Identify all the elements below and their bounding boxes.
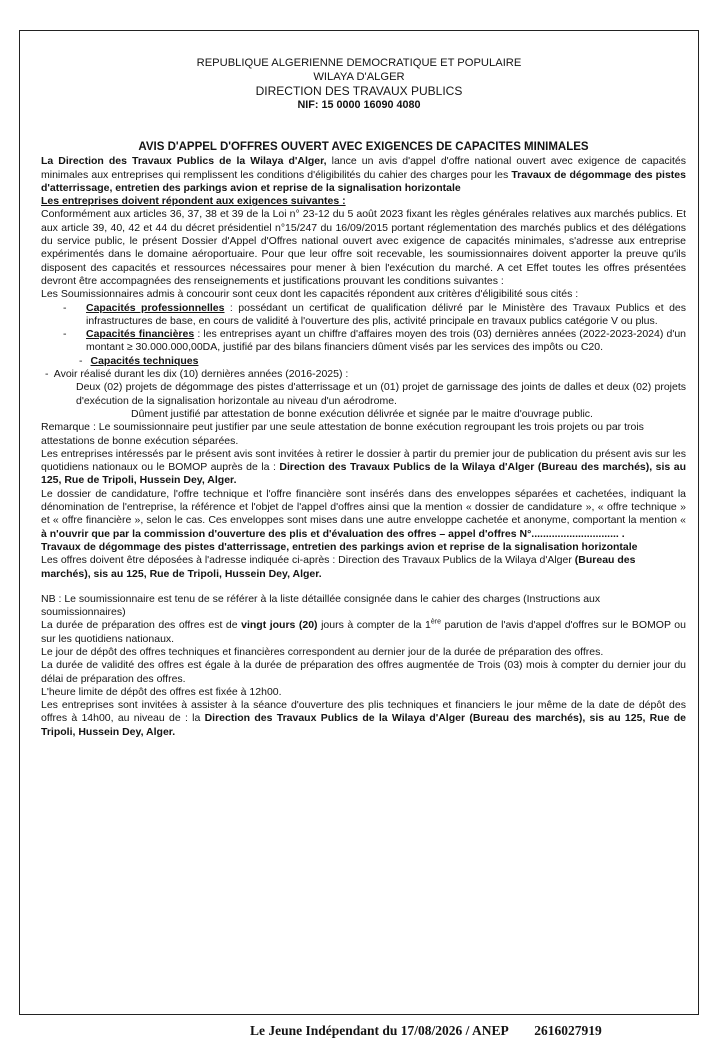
notice-header [19,56,699,112]
deposit-paragraph [41,554,686,581]
duration-text-b: jours à compter de la 1 [317,619,431,632]
remark: Remarque : Le soumissionnaire peut justifier par une seule attestation de bonne exécution regroupant les trois projets ou par trois attestations de bonne exécution séparées. [41,421,644,447]
opening-address: Direction des Travaux Publics de la Wilaya d'Alger (Bureau des marchés), sis au 125, Rue de Tripoli, Hussein Dey, Alger. [41,712,686,738]
admitted-line: Les Soumissionnaires admis à concourir sont ceux dont les capacités répondent aux critères d'éligibilité sous cités : [41,288,579,301]
intro-lead: La Direction des Travaux Publics de la Wilaya d'Alger, [41,155,327,168]
duration-paragraph [41,619,686,646]
header-wilaya: WILAYA D'ALGER [313,71,405,83]
publication-footer [250,1023,700,1039]
envelope-paragraph [41,488,686,541]
works-title: Travaux de dégommage des pistes d'atterrissage, entretien des parkings avion et reprise de la signalisation horizontale [41,540,638,553]
envelope-text: Le dossier de candidature, l'offre technique et l'offre financière sont insérés dans des enveloppes séparées et cachetées, indiquant la dénomination de l'entreprise, la référence et l'objet de l'appel d'offres ainsi que la mention « dossier de candidature », « offre technique » et « offre financière », selon le cas. Ces enveloppes sont mises dans une autre enveloppe cachetée et anonyme, comportant la mention « [41,487,686,527]
header-direction: DIRECTION DES TRAVAUX PUBLICS [255,84,463,98]
intro-paragraph [41,155,686,195]
technical-period-text: Avoir réalisé durant les dix (10) dernières années (2016-2025) : [53,368,349,381]
criteria-financial: - Capacités financières : les entreprises ayant un chiffre d'affaires moyen des trois (03) dernières années (2022-2023-2024) d'un montant ≥ 30.000.000,00DA, justifié par des bilans financiers dûment visés par les services des impôts ou C20. [63,328,687,354]
criteria-list [41,302,686,355]
envelope-mention: à n'ouvrir que par la commission d'ouverture des plis et d'évaluation des offres – appel d'offres N°.............................. . [41,527,625,540]
opening-paragraph [41,699,686,739]
publication-reference: 2616027919 [534,1023,602,1038]
criteria-financial-text: : les entreprises ayant un chiffre d'affaires moyen des trois (03) dernières années (2022-2023-2024) d'un montant ≥ 30.000.000,00DA, justifié par des bilans financiers dûment visés par les services des impôts ou C20. [86,328,687,354]
duration-sup: ère [430,618,441,626]
deposit-day-paragraph: Le jour de dépôt des offres techniques et financières correspondent au dernier jour de la durée de préparation des offres. [41,645,604,658]
withdraw-address: Direction des Travaux Publics de la Wilaya d'Alger (Bureau des marchés), sis au 125, Rue de Tripoli, Hussein Dey, Alger. [41,461,686,487]
intro-works: Travaux de dégommage des pistes d'atterrissage, entretien des parkings avion et reprise de la signalisation horizontale [41,168,686,194]
header-republic: REPUBLIQUE ALGERIENNE DEMOCRATIQUE ET POPULAIRE [196,57,522,69]
notice-body [41,141,686,739]
intro-rest: lance un avis d'appel d'offre national ouvert avec exigence de capacités minimales aux entreprises qui remplissent les conditions d'éligibilités du cahier des charges pour les [41,155,686,181]
publication-source: Le Jeune Indépendant du 17/08/2026 / ANEP [250,1023,509,1038]
technical-justification: Dûment justifié par attestation de bonne exécution délivrée et signée par le maitre d'ouvrage public. [131,407,593,420]
opening-text: Les entreprises sont invitées à assister à la séance d'ouverture des plis techniques et financiers le jour même de la date de dépôt des offres à 14h00, au niveau de : la [41,699,686,725]
requirements-heading: Les entreprises doivent répondent aux exigences suivantes : [41,195,346,208]
criteria-professional: - Capacités professionnelles : possédant un certificat de qualification délivré par le Ministère des Travaux Publics et des infrastructures de base, en cours de validité à l'ouverture des plis, activité principale en travaux publics catégorie V ou plus. [63,301,687,327]
technical-period: - Avoir réalisé durant les dix (10) dernières années (2016-2025) : [45,368,349,381]
criteria-technical-label: Capacités techniques [90,354,199,367]
withdraw-paragraph [41,448,686,488]
duration-text-a: La durée de préparation des offres est de [41,619,242,632]
deposit-address: (Bureau des marchés), sis au 125, Rue de Tripoli, Hussein Dey, Alger. [41,554,636,580]
criteria-professional-label: Capacités professionnelles [86,301,225,314]
criteria-professional-text: : possédant un certificat de qualification délivré par le Ministère des Travaux Publics et des infrastructures de base, en cours de validité à l'ouverture des plis, activité principale en travaux publics catégorie V ou plus. [86,301,687,327]
requirements-paragraph: Conformément aux articles 36, 37, 38 et 39 de la Loi n° 23-12 du 5 août 2023 fixant les règles générales relatives aux marchés publics. Et aux article 39, 40, 42 et 44 du décret présidentiel n°15/247 du 16/09/2015 portant réglementation des marchés publics et des délégations du service public, le présent Dossier d'Appel d'Offres national ouvert avec exigence de capacités minimales, s'adresse aux entreprise expérimentés dans le domaine aéroportuaire. Pour que leur offre soit recevable, les soumissionnaires doivent apporter la preuve qu'ils disposent des capacités et ressources nécessaires pour mener à bien l'exécution du marché. A cet Effet toutes les offres présentées devront être accompagnées des renseignements et justifications prouvant les conditions suivantes : [41,208,686,287]
criteria-technical: - Capacités techniques [79,354,199,367]
duration-text-c: parution de l'avis d'appel d'offres sur le BOMOP ou sur les quotidiens nationaux. [41,619,686,645]
withdraw-text: Les entreprises intéressés par le présent avis sont invitées à retirer le dossier à partir du premier jour de publication du présent avis sur les quotidiens nationaux ou le BOMOP auprès de la : [41,447,686,474]
technical-projects: Deux (02) projets de dégommage des pistes d'atterrissage et un (01) projet de garnissage des joints de dalles et deux (02) projets d'exécution de la signalisation horizontale au niveau d'un aérodrome. [76,381,686,407]
header-nif: NIF: 15 0000 16090 4080 [297,99,421,111]
deadline-paragraph: L'heure limite de dépôt des offres est fixée à 12h00. [41,685,282,698]
criteria-financial-label: Capacités financières [86,328,195,341]
validity-paragraph: La durée de validité des offres est égale à la durée de préparation des offres augmentée de Trois (03) mois à compter du dernier jour du délai de préparation des offres. [41,659,686,685]
duration-days: vingt jours (20) [241,619,318,632]
notice-title: AVIS D'APPEL D'OFFRES OUVERT AVEC EXIGENCES DE CAPACITES MINIMALES [138,141,589,153]
nb-paragraph: NB : Le soumissionnaire est tenu de se référer à la liste détaillée consignée dans le cahier des charges (Instructions aux soumissionnaires) [41,592,601,619]
deposit-text: Les offres doivent être déposées à l'adresse indiquée ci-après : Direction des Travaux Publics de la Wilaya d'Alger [41,554,575,567]
